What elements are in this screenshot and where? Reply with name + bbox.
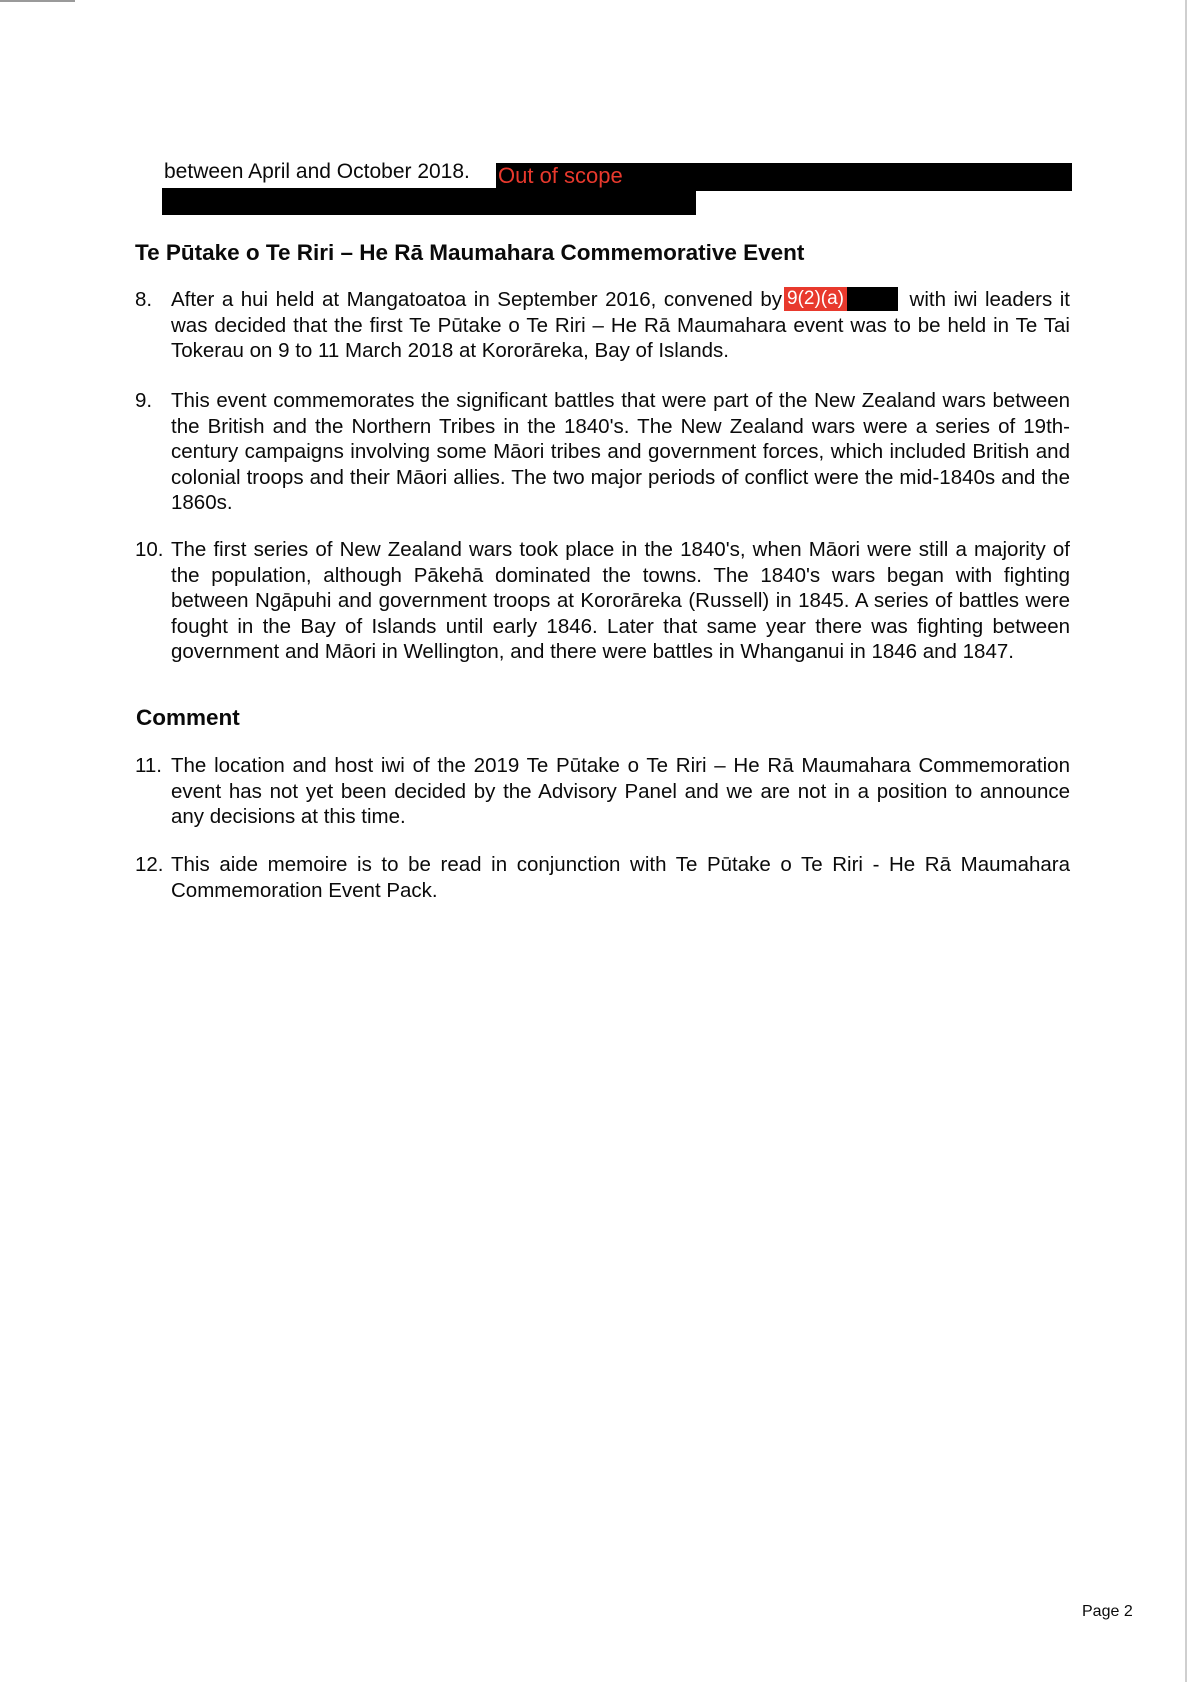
paragraph-8	[135, 287, 1070, 364]
redaction-label-out-of-scope: Out of scope	[498, 163, 623, 188]
paragraph-body: This event commemorates the significant battles that were part of the New Zealand wars between the British and the Northern Tribes in the 1840's. The New Zealand wars were a series of 19th-century campaigns involving some Māori tribes and government forces, which included British and colonial troops and their Māori allies. The two major periods of conflict were the mid-1840s and the 1860s.	[171, 389, 1070, 514]
paragraph-body: The first series of New Zealand wars took place in the 1840's, when Māori were still a majority of the population, although Pākehā dominated the towns. The 1840's wars began with fighting between Ngāpuhi and government troops at Kororāreka (Russell) in 1845. A series of battles were fought in the Bay of Islands until early 1846. Later that same year there was fighting between government and Māori in Wellington, and there were battles in Whanganui in 1846 and 1847.	[171, 538, 1070, 663]
paragraph-body: The location and host iwi of the 2019 Te Pūtake o Te Riri – He Rā Maumahara Commemoration event has not yet been decided by the Advisory Panel and we are not in a position to announce any decisions at this time.	[171, 754, 1070, 828]
section-heading-comment: Comment	[136, 705, 240, 730]
paragraph-body	[171, 287, 1070, 364]
page-number: Page 2	[1082, 1603, 1133, 1620]
redaction-block-line-2	[162, 188, 696, 215]
paragraph-body: This aide memoire is to be read in conjunction with Te Pūtake o Te Riri - He Rā Maumahara Commemoration Event Pack.	[171, 853, 1070, 902]
paragraph-number: 10.	[135, 538, 164, 561]
paragraph-text-before-redaction: After a hui held at Mangatoatoa in September 2016, convened by	[171, 288, 782, 311]
scan-right-edge	[1185, 0, 1187, 1682]
scan-corner-mark	[0, 0, 75, 2]
inline-redaction-block	[784, 287, 898, 311]
paragraph-9	[135, 388, 1070, 516]
paragraph-10	[135, 537, 1070, 665]
paragraph-text-after-redaction: with iwi leaders it was decided that the first Te Pūtake o Te Riri – He Rā Maumahara event was to be held in Te Tai Tokerau on 9 to 11 March 2018 at Kororāreka, Bay of Islands.	[171, 288, 1070, 362]
redaction-code-label: 9(2)(a)	[784, 287, 847, 311]
continuation-text: between April and October 2018.	[164, 160, 470, 183]
paragraph-number: 8.	[135, 288, 153, 311]
paragraph-number: 12.	[135, 853, 164, 876]
paragraph-number: 11.	[135, 754, 162, 777]
paragraph-12	[135, 852, 1070, 903]
section-heading-event: Te Pūtake o Te Riri – He Rā Maumahara Commemorative Event	[135, 240, 805, 265]
paragraph-number: 9.	[135, 389, 153, 412]
paragraph-11	[135, 753, 1070, 830]
